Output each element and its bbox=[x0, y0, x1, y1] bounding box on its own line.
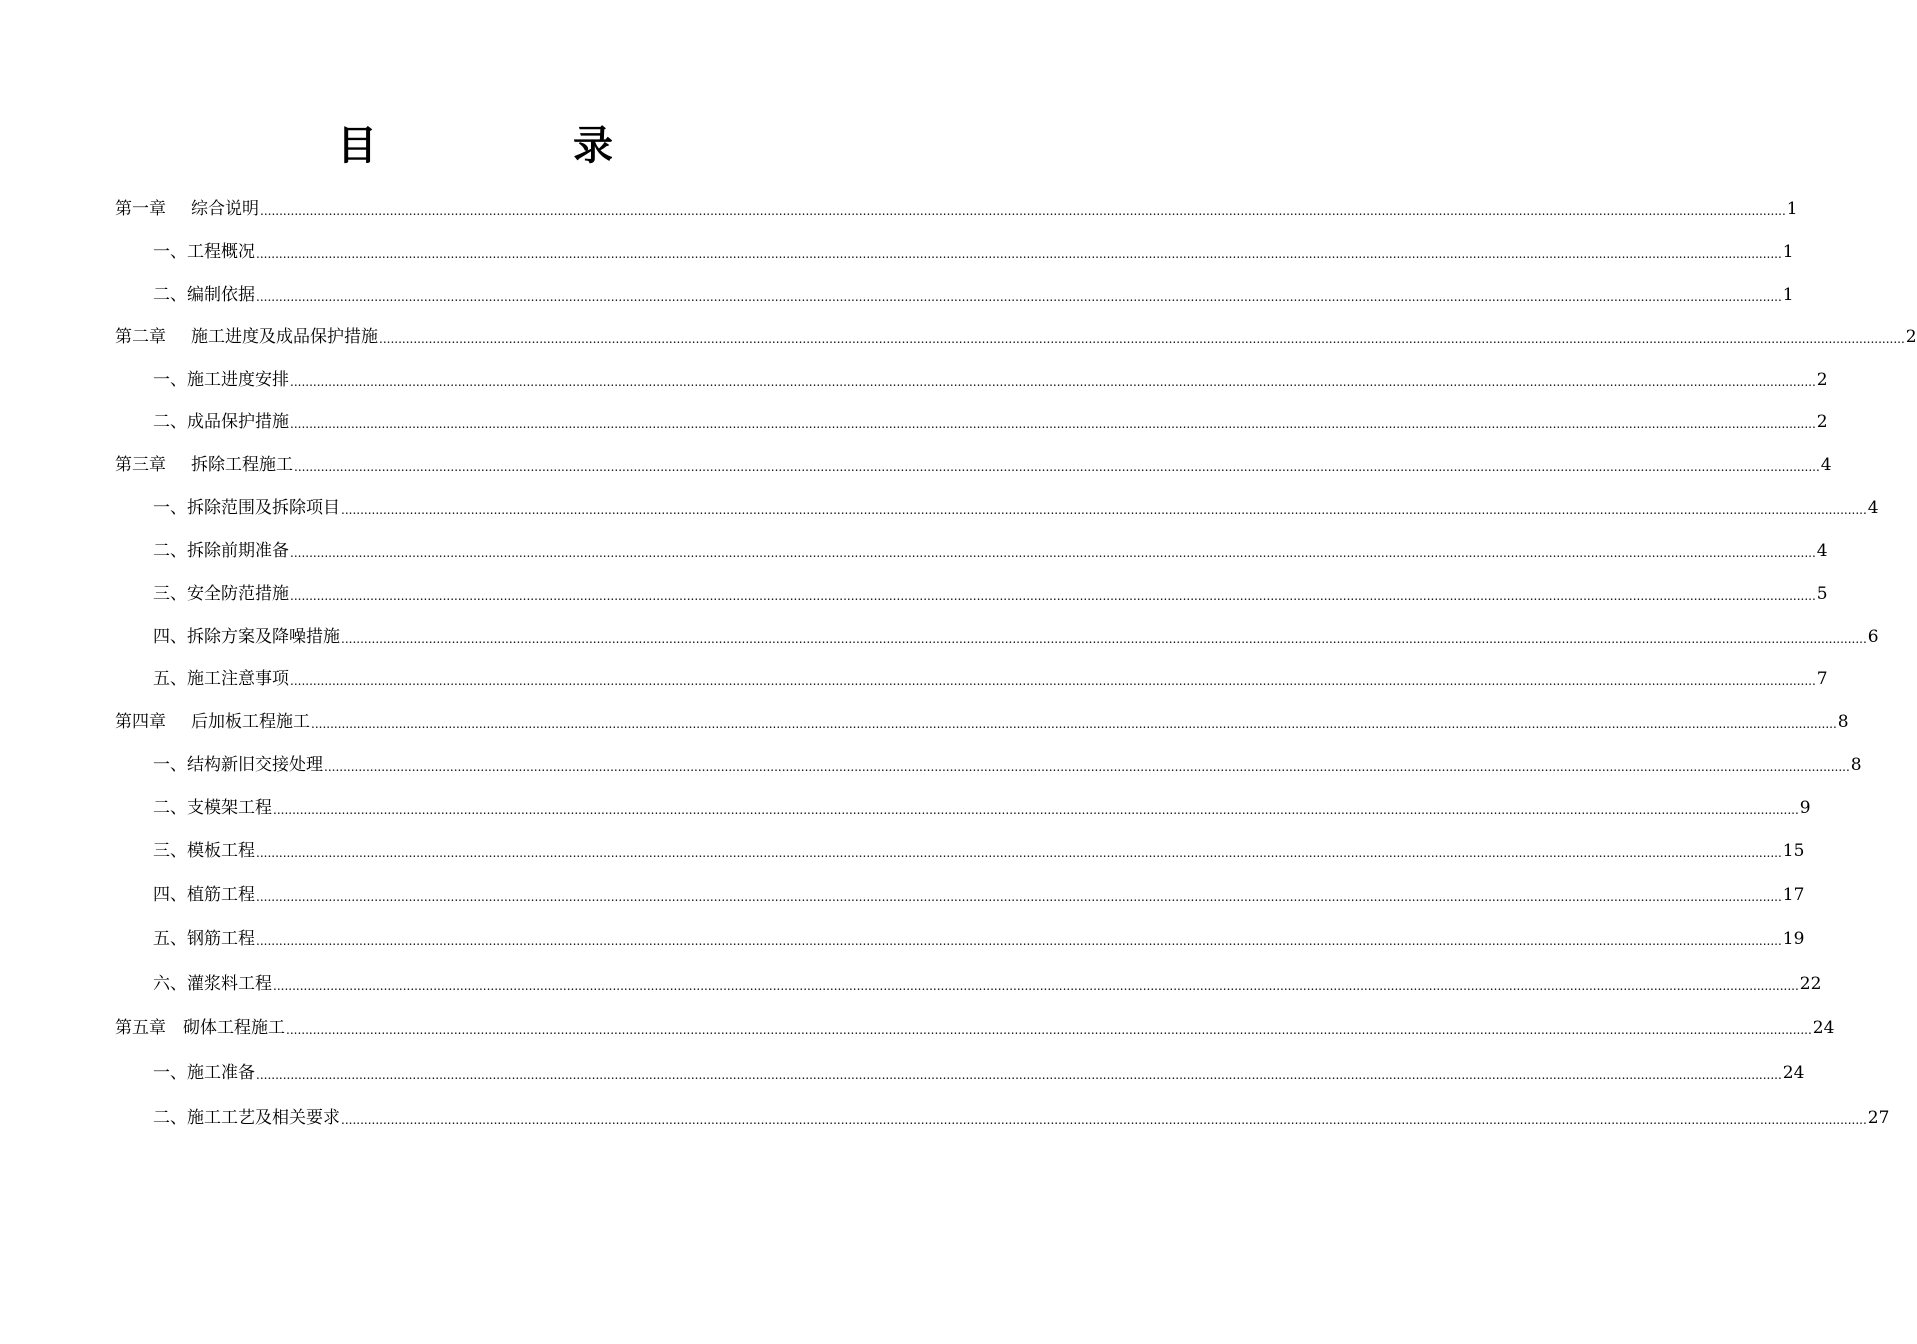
toc-chapter-entry[interactable] bbox=[115, 1015, 1835, 1039]
toc-entry-label bbox=[115, 454, 293, 476]
page-number: 5 bbox=[1816, 584, 1828, 604]
toc-section-entry[interactable] bbox=[153, 495, 1879, 519]
dot-leader: ................................................................................................................................................................................................................................................................................................................................................................................................................ bbox=[273, 979, 1799, 993]
page-number: 1 bbox=[1782, 242, 1794, 262]
toc-entry-label bbox=[115, 711, 310, 733]
toc-entry-label bbox=[153, 540, 289, 562]
entry-title: 一、施工准备 bbox=[153, 1063, 255, 1083]
entry-title: 一、工程概况 bbox=[153, 242, 255, 262]
toc-section-entry[interactable] bbox=[153, 1060, 1805, 1084]
toc-entry-label bbox=[153, 369, 289, 391]
toc-entry-label bbox=[153, 1107, 340, 1129]
dot-leader: ................................................................................................................................................................................................................................................................................................................................................................................................................ bbox=[256, 934, 1782, 948]
dot-leader: ................................................................................................................................................................................................................................................................................................................................................................................................................ bbox=[341, 632, 1867, 646]
entry-title: 一、拆除范围及拆除项目 bbox=[153, 498, 340, 518]
toc-section-entry[interactable] bbox=[153, 926, 1805, 950]
page-number: 1 bbox=[1782, 285, 1794, 305]
dot-leader: ................................................................................................................................................................................................................................................................................................................................................................................................................ bbox=[324, 760, 1850, 774]
chapter-number: 第五章 bbox=[115, 1018, 166, 1038]
toc-entry-label bbox=[115, 198, 259, 220]
dot-leader: ................................................................................................................................................................................................................................................................................................................................................................................................................ bbox=[294, 460, 1820, 474]
toc-entry-label bbox=[153, 973, 272, 995]
dot-leader: ................................................................................................................................................................................................................................................................................................................................................................................................................ bbox=[286, 1023, 1812, 1037]
entry-title: 二、支模架工程 bbox=[153, 798, 272, 818]
dot-leader: ................................................................................................................................................................................................................................................................................................................................................................................................................ bbox=[311, 717, 1837, 731]
dot-leader: ................................................................................................................................................................................................................................................................................................................................................................................................................ bbox=[290, 375, 1816, 389]
toc-entry-label bbox=[153, 241, 255, 263]
toc-section-entry[interactable] bbox=[153, 409, 1828, 433]
toc-entry-label bbox=[153, 928, 255, 950]
dot-leader: ................................................................................................................................................................................................................................................................................................................................................................................................................ bbox=[290, 589, 1816, 603]
page-number: 4 bbox=[1820, 455, 1832, 475]
toc-entry-label bbox=[153, 668, 289, 690]
entry-title: 三、模板工程 bbox=[153, 841, 255, 861]
dot-leader: ................................................................................................................................................................................................................................................................................................................................................................................................................ bbox=[290, 674, 1816, 688]
chapter-number: 第三章 bbox=[115, 455, 166, 475]
entry-title: 二、成品保护措施 bbox=[153, 412, 289, 432]
dot-leader: ................................................................................................................................................................................................................................................................................................................................................................................................................ bbox=[256, 1068, 1782, 1082]
chapter-number: 第四章 bbox=[115, 712, 166, 732]
toc-chapter-entry[interactable] bbox=[115, 196, 1798, 220]
dot-leader: ................................................................................................................................................................................................................................................................................................................................................................................................................ bbox=[341, 503, 1867, 517]
toc-entry-label bbox=[153, 884, 255, 906]
toc-section-entry[interactable] bbox=[153, 795, 1811, 819]
toc-chapter-entry[interactable] bbox=[115, 709, 1849, 733]
entry-title: 拆除工程施工 bbox=[191, 455, 293, 475]
toc-entry-label bbox=[153, 626, 340, 648]
dot-leader: ................................................................................................................................................................................................................................................................................................................................................................................................................ bbox=[260, 204, 1786, 218]
toc-section-entry[interactable] bbox=[153, 367, 1828, 391]
toc-entry-label bbox=[153, 754, 323, 776]
entry-title: 综合说明 bbox=[191, 199, 259, 219]
entry-title: 五、施工注意事项 bbox=[153, 669, 289, 689]
page-number: 19 bbox=[1782, 929, 1805, 949]
page-number: 2 bbox=[1905, 327, 1917, 347]
toc-section-entry[interactable] bbox=[153, 971, 1822, 995]
toc-entry-label bbox=[153, 797, 272, 819]
page-number: 9 bbox=[1799, 798, 1811, 818]
entry-title: 一、结构新旧交接处理 bbox=[153, 755, 323, 775]
toc-section-entry[interactable] bbox=[153, 666, 1828, 690]
entry-title: 一、施工进度安排 bbox=[153, 370, 289, 390]
page-number: 8 bbox=[1850, 755, 1862, 775]
entry-title: 三、安全防范措施 bbox=[153, 584, 289, 604]
toc-entry-label bbox=[153, 840, 255, 862]
page-number: 24 bbox=[1812, 1018, 1835, 1038]
toc-entry-label bbox=[153, 583, 289, 605]
entry-title: 六、灌浆料工程 bbox=[153, 974, 272, 994]
entry-title: 五、钢筋工程 bbox=[153, 929, 255, 949]
toc-title: 目 录 bbox=[337, 122, 691, 169]
page-number: 4 bbox=[1816, 541, 1828, 561]
toc-chapter-entry[interactable] bbox=[115, 324, 1917, 348]
toc-entry-label bbox=[115, 326, 378, 348]
page-number: 24 bbox=[1782, 1063, 1805, 1083]
entry-title: 四、拆除方案及降噪措施 bbox=[153, 627, 340, 647]
toc-entry-label bbox=[153, 497, 340, 519]
page-number: 17 bbox=[1782, 885, 1805, 905]
dot-leader: ................................................................................................................................................................................................................................................................................................................................................................................................................ bbox=[290, 546, 1816, 560]
entry-title: 二、拆除前期准备 bbox=[153, 541, 289, 561]
toc-section-entry[interactable] bbox=[153, 1105, 1890, 1129]
toc-section-entry[interactable] bbox=[153, 239, 1794, 263]
page-number: 27 bbox=[1867, 1108, 1890, 1128]
toc-entry-label bbox=[153, 284, 255, 306]
page-number: 2 bbox=[1816, 412, 1828, 432]
toc-entry-label bbox=[153, 411, 289, 433]
entry-title: 砌体工程施工 bbox=[183, 1018, 285, 1038]
entry-title: 二、编制依据 bbox=[153, 285, 255, 305]
dot-leader: ................................................................................................................................................................................................................................................................................................................................................................................................................ bbox=[273, 803, 1799, 817]
toc-entry-label bbox=[153, 1062, 255, 1084]
toc-section-entry[interactable] bbox=[153, 624, 1879, 648]
chapter-number: 第二章 bbox=[115, 327, 166, 347]
page-number: 15 bbox=[1782, 841, 1805, 861]
page-number: 8 bbox=[1837, 712, 1849, 732]
toc-section-entry[interactable] bbox=[153, 838, 1805, 862]
dot-leader: ................................................................................................................................................................................................................................................................................................................................................................................................................ bbox=[290, 417, 1816, 431]
dot-leader: ................................................................................................................................................................................................................................................................................................................................................................................................................ bbox=[379, 332, 1905, 346]
entry-title: 后加板工程施工 bbox=[191, 712, 310, 732]
page-number: 1 bbox=[1786, 199, 1798, 219]
page-number: 2 bbox=[1816, 370, 1828, 390]
toc-entry-label bbox=[115, 1017, 285, 1039]
entry-title: 四、植筋工程 bbox=[153, 885, 255, 905]
page-number: 7 bbox=[1816, 669, 1828, 689]
entry-title: 施工进度及成品保护措施 bbox=[191, 327, 378, 347]
dot-leader: ................................................................................................................................................................................................................................................................................................................................................................................................................ bbox=[341, 1113, 1867, 1127]
dot-leader: ................................................................................................................................................................................................................................................................................................................................................................................................................ bbox=[256, 247, 1782, 261]
dot-leader: ................................................................................................................................................................................................................................................................................................................................................................................................................ bbox=[256, 290, 1782, 304]
dot-leader: ................................................................................................................................................................................................................................................................................................................................................................................................................ bbox=[256, 846, 1782, 860]
toc-section-entry[interactable] bbox=[153, 581, 1828, 605]
dot-leader: ................................................................................................................................................................................................................................................................................................................................................................................................................ bbox=[256, 890, 1782, 904]
page-number: 22 bbox=[1799, 974, 1822, 994]
toc-section-entry[interactable] bbox=[153, 538, 1828, 562]
toc-section-entry[interactable] bbox=[153, 882, 1805, 906]
page-number: 6 bbox=[1867, 627, 1879, 647]
toc-section-entry[interactable] bbox=[153, 752, 1862, 776]
page-number: 4 bbox=[1867, 498, 1879, 518]
toc-chapter-entry[interactable] bbox=[115, 452, 1832, 476]
chapter-number: 第一章 bbox=[115, 199, 166, 219]
toc-section-entry[interactable] bbox=[153, 282, 1794, 306]
entry-title: 二、施工工艺及相关要求 bbox=[153, 1108, 340, 1128]
